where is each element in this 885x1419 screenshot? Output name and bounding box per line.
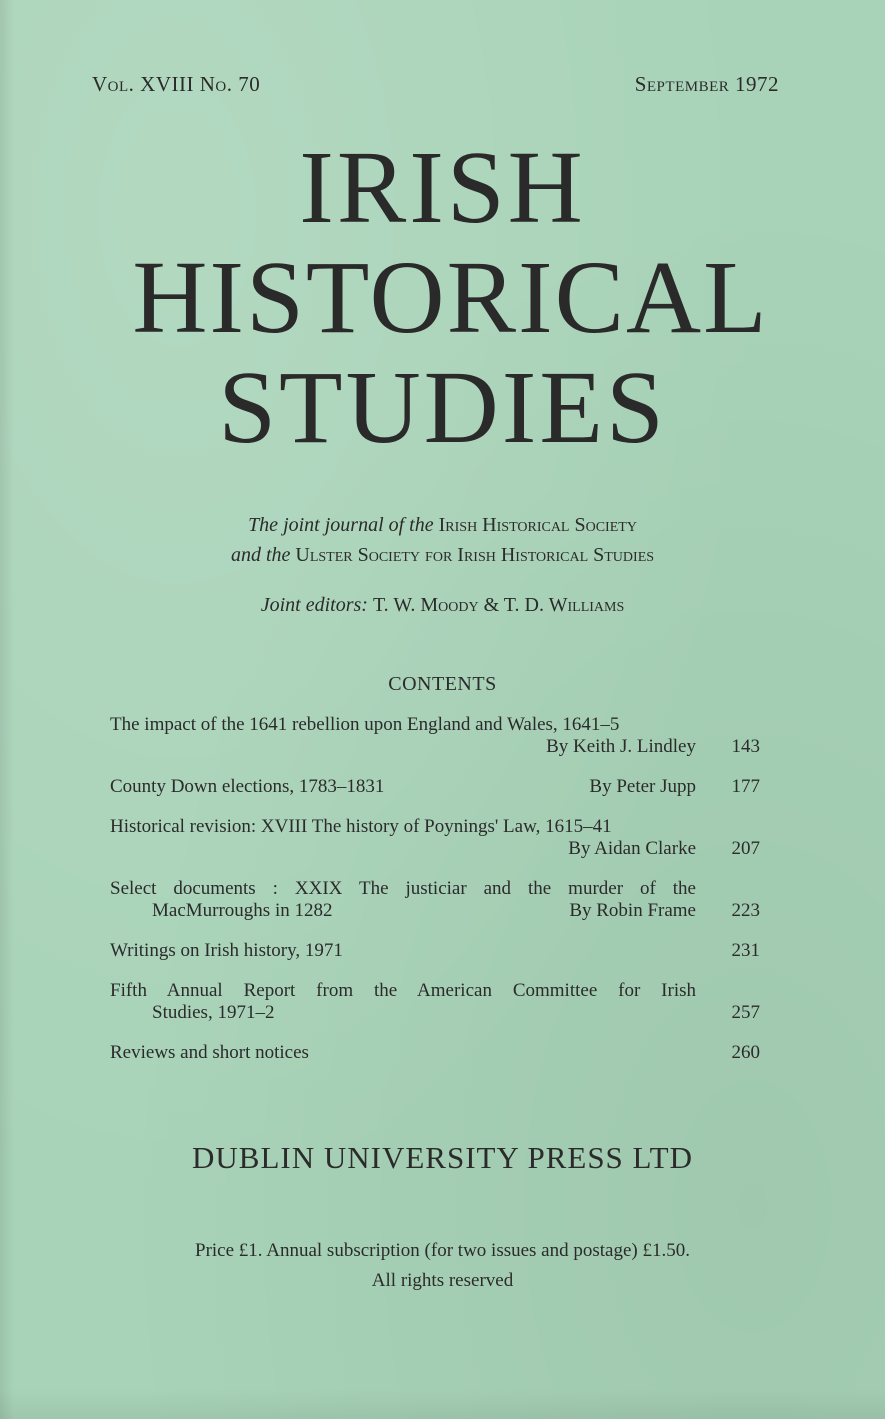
entry-title: Reviews and short notices (110, 1042, 309, 1063)
entry-title: Historical revision: XVIII The history of Poynings' Law, 1615–41 (110, 816, 612, 837)
contents-entry (110, 776, 760, 798)
entry-title: Writings on Irish history, 1971 (110, 940, 343, 961)
issue-date: September 1972 (634, 72, 779, 96)
society-name-2: Ulster Society for Irish Historical Studies (295, 544, 655, 566)
entry-page: 231 (731, 940, 760, 961)
entry-title-continued: Studies, 1971–2 (152, 1002, 275, 1023)
price-notice (0, 1236, 885, 1296)
contents-entry (110, 1042, 760, 1064)
contents-entry (110, 714, 760, 758)
contents-entry (110, 980, 760, 1024)
subtitle-line-2-italic: and the (230, 544, 291, 566)
entry-author: By Robin Frame (569, 900, 696, 921)
entry-page: 257 (731, 1002, 760, 1023)
subtitle-line-2 (0, 540, 885, 570)
entry-title: The impact of the 1641 rebellion upon England and Wales, 1641–5 (110, 714, 620, 735)
entry-title: Fifth Annual Report from the American Committee for Irish (110, 980, 696, 1001)
entry-title-continued: MacMurroughs in 1282 (152, 900, 333, 921)
rights-line: All rights reserved (371, 1270, 514, 1291)
volume-number: Vol. XVIII No. 70 (92, 72, 261, 96)
contents-entry (110, 816, 760, 860)
entry-page: 207 (731, 838, 760, 859)
price-line: Price £1. Annual subscription (for two issues and postage) £1.50. (195, 1240, 690, 1261)
page-bottom-shadow (0, 1389, 885, 1419)
entry-author: By Keith J. Lindley (546, 736, 696, 757)
entry-page: 143 (731, 736, 760, 757)
publisher-name: DUBLIN UNIVERSITY PRESS LTD (192, 1140, 693, 1175)
entry-row (110, 900, 696, 922)
entry-row (110, 776, 696, 798)
editors-names: T. W. Moody & T. D. Williams (372, 594, 625, 616)
entry-title: County Down elections, 1783–1831 (110, 776, 385, 797)
entry-page: 223 (731, 900, 760, 921)
issue-header (92, 72, 779, 97)
journal-title-line-2: HISTORICAL (132, 240, 769, 355)
entry-author: By Peter Jupp (589, 776, 696, 797)
contents-heading: CONTENTS (388, 673, 497, 695)
journal-title-line-1: IRISH (299, 130, 586, 245)
contents-entry (110, 878, 760, 922)
contents-entry (110, 940, 760, 962)
entry-author: By Aidan Clarke (568, 838, 696, 859)
journal-title-line-3: STUDIES (218, 350, 667, 465)
editors-line (0, 590, 885, 620)
contents-list (110, 714, 760, 1082)
entry-page: 260 (731, 1042, 760, 1063)
entry-page: 177 (731, 776, 760, 797)
society-name-1: Irish Historical Society (438, 514, 637, 536)
entry-title: Select documents : XXIX The justiciar and the murder of the (110, 878, 696, 899)
subtitle-line-1 (0, 510, 885, 540)
editors-label: Joint editors: (260, 594, 368, 616)
subtitle-line-1-italic: The joint journal of the (248, 514, 434, 536)
